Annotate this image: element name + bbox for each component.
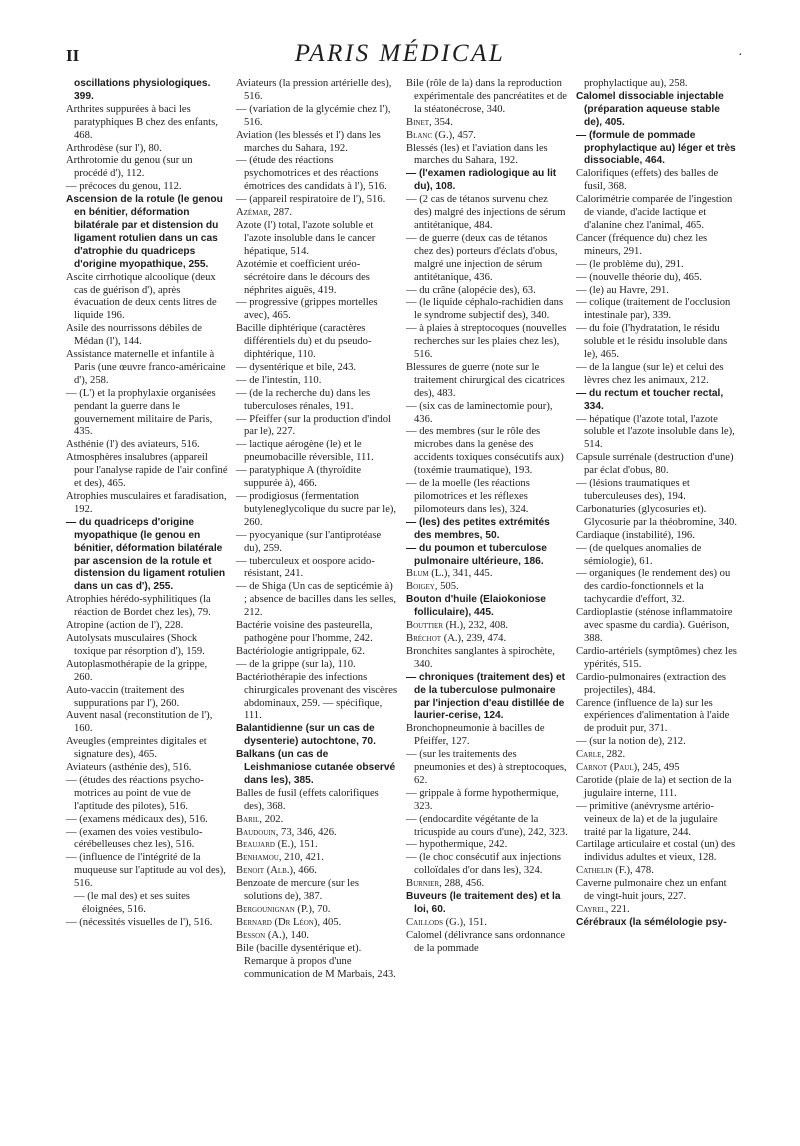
index-entry: Cardio-artériels (symptômes) chez les ypérités, 515. (576, 645, 737, 670)
index-entry: Carbonaturies (glycosuries et). Glycosurie par la théobromine, 340. (576, 503, 737, 528)
index-column-3 (406, 78, 568, 1126)
index-entry: — à plaies à streptocoques (nouvelles recherches sur les plaies chez les), 516. (406, 323, 567, 361)
index-entry: — (le choc consécutif aux injections colloïdales d'or dans les), 324. (406, 852, 562, 877)
index-entry: Besson (A.), 140. (236, 929, 310, 941)
index-entry: Bergounignan (P.), 70. (236, 904, 331, 915)
index-entry: Asthénie (l') des aviateurs, 516. (66, 439, 200, 451)
index-entry: — lactique aérogène (le) et le pneumobacille réversible, 111. (236, 439, 374, 464)
index-entry: Burnier, 288, 456. (406, 878, 485, 890)
index-entry: Calomel (délivrance sans ordonnance de la pommade (406, 929, 566, 954)
index-entry: Asile des nourrissons débiles de Médan (l'), 144. (66, 323, 202, 348)
index-entry: Benhamou, 210, 421. (236, 852, 324, 864)
index-entry: — (endocardite végétante de la tricuspide au cours d'une), 242, 323. (406, 813, 568, 838)
index-entry: Baudouin, 73, 346, 426. (236, 826, 337, 838)
index-entry: Arthrotomie du genou (sur un procédé d'), 112. (66, 155, 193, 180)
index-entry: — colique (traitement de l'occlusion intestinale par), 339. (576, 297, 731, 322)
index-entry: — grippale à forme hypothermique, 323. (406, 787, 559, 812)
index-entry: Bréchot (A.), 239, 474. (406, 632, 507, 644)
index-entry: Balkans (un cas de Leishmaniose cutanée observé dans les), 385. (236, 749, 396, 786)
index-entry: Auto-vaccin (traitement des suppurations par l'), 260. (66, 684, 185, 709)
index-entry: Bactériothérapie des infections chirurgicales provenant des viscères abdominaux, 259. — spécifique, 111. (236, 671, 398, 722)
index-entry: Cardio-pulmonaires (extraction des projectiles), 484. (576, 671, 727, 696)
index-entry: Cartilage articulaire et costal (un) des individus adultes et vieux, 128. (576, 839, 736, 864)
index-entry: — hépatique (l'azote total, l'azote soluble et l'azote insoluble dans le), 514. (576, 413, 735, 451)
index-entry: — (nécessités visuelles de l'), 516. (66, 916, 213, 928)
index-entry: Arthrites suppurées à baci les paratyphiques B chez des enfants, 468. (66, 103, 218, 141)
index-entry: Aviation (les blessés et l') dans les marches du Sahara, 192. (236, 129, 381, 154)
index-entry: — (variation de la glycémie chez l'), 516. (236, 103, 391, 128)
index-entry: — (six cas de laminectomie pour), 436. (406, 400, 553, 425)
index-entry: — des membres (sur le rôle des microbes dans la genèse des accidents toxiques consécutifs aux) (toxémie traumatique), 193. (406, 426, 564, 477)
index-entry: Bronchites sanglantes à spirochète, 340. (406, 645, 555, 670)
index-entry: Carle, 282. (576, 749, 626, 761)
index-entry: — (le problème du), 291. (576, 258, 684, 270)
index-entry: — (le) au Havre, 291. (576, 284, 669, 296)
index-entry: Azémar, 287. (236, 207, 292, 219)
index-entry: Atrophies hérédo-syphilitiques (la réaction de Bordet chez les), 79. (66, 594, 211, 619)
index-entry: — (le liquide céphalo-rachidien dans le syndrome subjectif des), 340. (406, 297, 564, 322)
index-entry: — primitive (anévrysme artério-veineux de la) et de la jugulaire traité par la ligature, 244. (576, 800, 718, 838)
index-entry: Balles de fusil (effets calorifiques des), 368. (236, 787, 379, 812)
index-entry: Atmosphères insalubres (appareil pour l'analyse rapide de l'air confiné et des), 465. (66, 452, 228, 490)
index-entry: prophylactique au), 258. (584, 78, 688, 89)
index-entry: Capsule surrénale (destruction d'une) par éclat d'obus, 80. (576, 452, 734, 477)
index-entry: Blum (L.), 341, 445. (406, 568, 493, 580)
index-entry: Bouton d'huile (Elaiokoniose folliculaire), 445. (406, 594, 546, 619)
index-entry: Bacille diphtérique (caractères différentiels du) et du pseudo-diphtérique, 110. (236, 323, 372, 361)
index-entry: Bouttier (H.), 232, 408. (406, 620, 509, 632)
index-entry: Carnot (Paul), 245, 495 (576, 762, 680, 774)
index-entry: Ascite cirrhotique alcoolique (deux cas de guérison d'), après évacuation de deux cents litres de liquide 196. (66, 271, 217, 322)
index-entry: — chroniques (traitement des) et de la tuberculose pulmonaire par l'injection d'eau distillée de laurier-cerise, 124. (406, 671, 566, 722)
index-entry: Carence (influence de la) sur les expériences d'alimentation à l'aide de produit pur, 371. (576, 697, 730, 735)
index-entry: Aviateurs (la pression artérielle des), 516. (236, 78, 392, 102)
page-number: II (66, 46, 80, 65)
index-entry: Caillods (G.), 151. (406, 916, 487, 928)
index-entry: — (lésions traumatiques et tuberculeuses des), 194. (576, 478, 690, 502)
index-entry: Baril, 202. (236, 813, 284, 825)
index-columns (66, 78, 738, 1126)
index-column-1 (66, 78, 228, 1126)
index-entry: Autolysats musculaires (Shock toxique par résorption d'), 159. (66, 632, 205, 657)
index-entry: Beaujard (E.), 151. (236, 839, 318, 851)
index-entry: Cathelin (F.), 478. (576, 865, 654, 877)
index-entry: Atrophies musculaires et faradisation, 192. (66, 491, 227, 515)
index-entry: Bile (bacille dysentérique et). Remarque à propos d'une communication de M Marbais, 243. (236, 942, 396, 980)
index-entry: Bactériologie antigrippale, 62. (236, 645, 365, 657)
index-entry: Cayrel, 221. (576, 904, 630, 915)
index-entry: — (2 cas de tétanos survenu chez des) malgré des injections de sérum antitétanique, 484. (406, 194, 566, 231)
index-column-2 (236, 78, 398, 1126)
index-entry: Calorifiques (effets) des balles de fusil, 368. (576, 168, 719, 193)
index-entry: oscillations physiologiques. 399. (74, 78, 211, 102)
index-entry: Calomel dissociable injectable (préparation aqueuse stable de), 405. (576, 90, 724, 128)
index-entry: — (nouvelle théorie du), 465. (576, 271, 702, 283)
index-entry: — (influence de l'intégrité de la muqueuse sur l'aptitude au vol des), 516. (66, 852, 226, 890)
index-entry: Benoit (Alb.), 466. (236, 865, 317, 877)
index-column-4 (576, 78, 738, 1126)
index-entry: — (appareil respiratoire de l'), 516. (236, 194, 386, 206)
index-entry: Blanc (G.), 457. (406, 129, 476, 141)
index-entry: Cardioplastie (sténose inflammatoire avec spasme du cardia). Guérison, 388. (576, 607, 733, 644)
index-entry: — tuberculeux et oospore acido-résistant, 241. (236, 555, 375, 580)
index-entry: — de l'intestin, 110. (236, 374, 322, 386)
index-entry: Azotémie et coefficient uréo-sécrétoire dans le décours des néphrites aiguës, 419. (236, 258, 370, 296)
index-entry: — du quadriceps d'origine myopathique (le genou en bénitier, déformation bilatérale par ascension de la rotule et distension du ligament rotulien dans un cas d'), 255. (66, 516, 226, 593)
running-title: PARIS MÉDICAL (294, 40, 506, 67)
index-entry: Carotide (plaie de la) et section de la jugulaire interne, 111. (576, 774, 732, 799)
index-entry: — du poumon et tuberculose pulmonaire ultérieure, 186. (406, 542, 547, 567)
index-entry: — (sur la notion de), 212. (576, 736, 686, 748)
index-entry: — (les) des petites extrémités des membres, 50. (406, 516, 550, 541)
index-entry: Calorimétrie comparée de l'ingestion de viande, d'acide lactique et d'alanine chez l'animal, 465. (576, 194, 733, 231)
index-entry: Bronchopneumonie à bacilles de Pfeiffer, 127. (406, 723, 545, 748)
index-entry: Bile (rôle de la) dans la reproduction expérimentale des pancréatites et de la stéatonécrose, 340. (406, 78, 567, 115)
index-entry: — de la grippe (sur la), 110. (236, 658, 356, 670)
index-entry: — de guerre (deux cas de tétanos chez des) porteurs d'éclats d'obus, malgré une injection de sérum antitétanique, 436. (406, 232, 558, 283)
index-entry: — (examens médicaux des), 516. (66, 813, 208, 825)
index-entry: Boigey, 505. (406, 581, 459, 593)
index-entry: — du crâne (alopécie des), 63. (406, 284, 536, 296)
index-entry: Arthrodèse (sur l'), 80. (66, 142, 162, 154)
index-entry: — (sur les traitements des pneumonies et des) à streptocoques, 62. (406, 749, 567, 786)
index-entry: Aviateurs (asthénie des), 516. (66, 762, 192, 774)
index-entry: Cardiaque (instabilité), 196. (576, 529, 695, 541)
index-entry: — (études des réactions psycho-motrices au point de vue de l'aptitude des pilotes), 516. (66, 774, 204, 812)
index-entry: — dysentérique et bile, 243. (236, 361, 357, 373)
index-entry: — progressive (grippes mortelles avec), 465. (236, 297, 378, 322)
index-entry: Aveugles (empreintes digitales et signature des), 465. (66, 736, 207, 761)
index-entry: — (l'examen radiologique au lit du), 108. (406, 168, 557, 193)
index-entry: — de la langue (sur le) et celui des lèvres chez les animaux, 212. (576, 361, 724, 386)
index-entry: — paratyphique A (thyroïdite suppurée à), 466. (236, 465, 362, 490)
index-entry: — (formule de pommade prophylactique au) léger et très dissociable, 464. (576, 129, 736, 167)
index-entry: — (examen des voies vestibulo-cérébelleuses chez les), 516. (66, 826, 203, 851)
index-entry: — organiques (le rendement des) ou des cardio-fonctionnels et la tachycardie d'effort, 32. (576, 568, 731, 606)
index-entry: — précoces du genou, 112. (66, 181, 182, 193)
index-entry: — de la moelle (les réactions pilomotrices et les réflexes pilomoteurs dans les), 324. (406, 478, 530, 515)
index-entry: Bactérie voisine des pasteurella, pathogène pour l'homme, 242. (236, 620, 373, 644)
page-header (0, 38, 800, 78)
index-entry: Bernard (Dr Léon), 405. (236, 916, 342, 928)
index-entry: Auvent nasal (reconstitution de l'), 160. (66, 710, 213, 735)
index-entry: — (L') et la prophylaxie organisées pendant la guerre dans le gouvernement militaire de Paris, 435. (66, 387, 216, 438)
index-entry: Autoplasmothérapie de la grippe, 260. (66, 658, 208, 683)
index-entry: — pyocyanique (sur l'antiprotéase du), 259. (236, 529, 382, 554)
index-entry: Cancer (fréquence du) chez les mineurs, 291. (576, 232, 708, 257)
index-entry: — (le mal des) et ses suites éloignées, 516. (74, 891, 190, 915)
index-entry: — prodigiosus (fermentation butyleneglycolique du sucre par le), 260. (236, 491, 397, 528)
index-entry: Azote (l') total, l'azote soluble et l'azote insoluble dans le cancer hépatique, 514. (236, 219, 376, 257)
index-entry: — (de quelques anomalies de sémiologie), 61. (576, 542, 702, 567)
index-entry: Blessés (les) et l'aviation dans les marches du Sahara, 192. (406, 142, 548, 167)
index-entry: Binet, 354. (406, 116, 453, 128)
index-entry: Balantidienne (sur un cas de dysenterie) autochtone, 70. (236, 723, 376, 748)
index-entry: — (de la recherche du) dans les tuberculoses rénales, 191. (236, 387, 371, 412)
index-entry: Benzoate de mercure (sur les solutions de), 387. (236, 878, 359, 903)
index-entry: Blessures de guerre (note sur le traitement chirurgical des cicatrices des), 483. (406, 361, 565, 399)
index-entry: — du rectum et toucher rectal, 334. (576, 387, 724, 412)
index-entry: Caverne pulmonaire chez un enfant de vingt-huit jours, 227. (576, 878, 727, 903)
index-entry: — du foie (l'hydratation, le résidu soluble et le résidu insoluble dans le), 465. (576, 323, 728, 361)
margin-mark: · (738, 48, 743, 63)
index-entry: Atropine (action de l'), 228. (66, 620, 184, 632)
index-entry: — hypothermique, 242. (406, 839, 508, 851)
index-entry: — (étude des réactions psychomotrices et des réactions émotrices des candidats à l'), 516. (236, 155, 387, 193)
index-entry: — de Shiga (Un cas de septicémie à) ; absence de bacilles dans les selles, 212. (236, 581, 397, 619)
index-entry: — Pfeiffer (sur la production d'indol par le), 227. (236, 413, 391, 438)
index-entry: Assistance maternelle et infantile à Paris (une œuvre franco-américaine d'), 258. (66, 349, 226, 386)
index-entry: Ascension de la rotule (le genou en bénitier, déformation bilatérale par et distension du ligament rotulien dans un cas d'atrophie du quadriceps d'origine myopathique, 255. (66, 194, 223, 270)
index-entry: Cérébraux (la sémélologie psy- (576, 916, 727, 928)
index-entry: Buveurs (le traitement des) et la loi, 60. (406, 891, 561, 915)
